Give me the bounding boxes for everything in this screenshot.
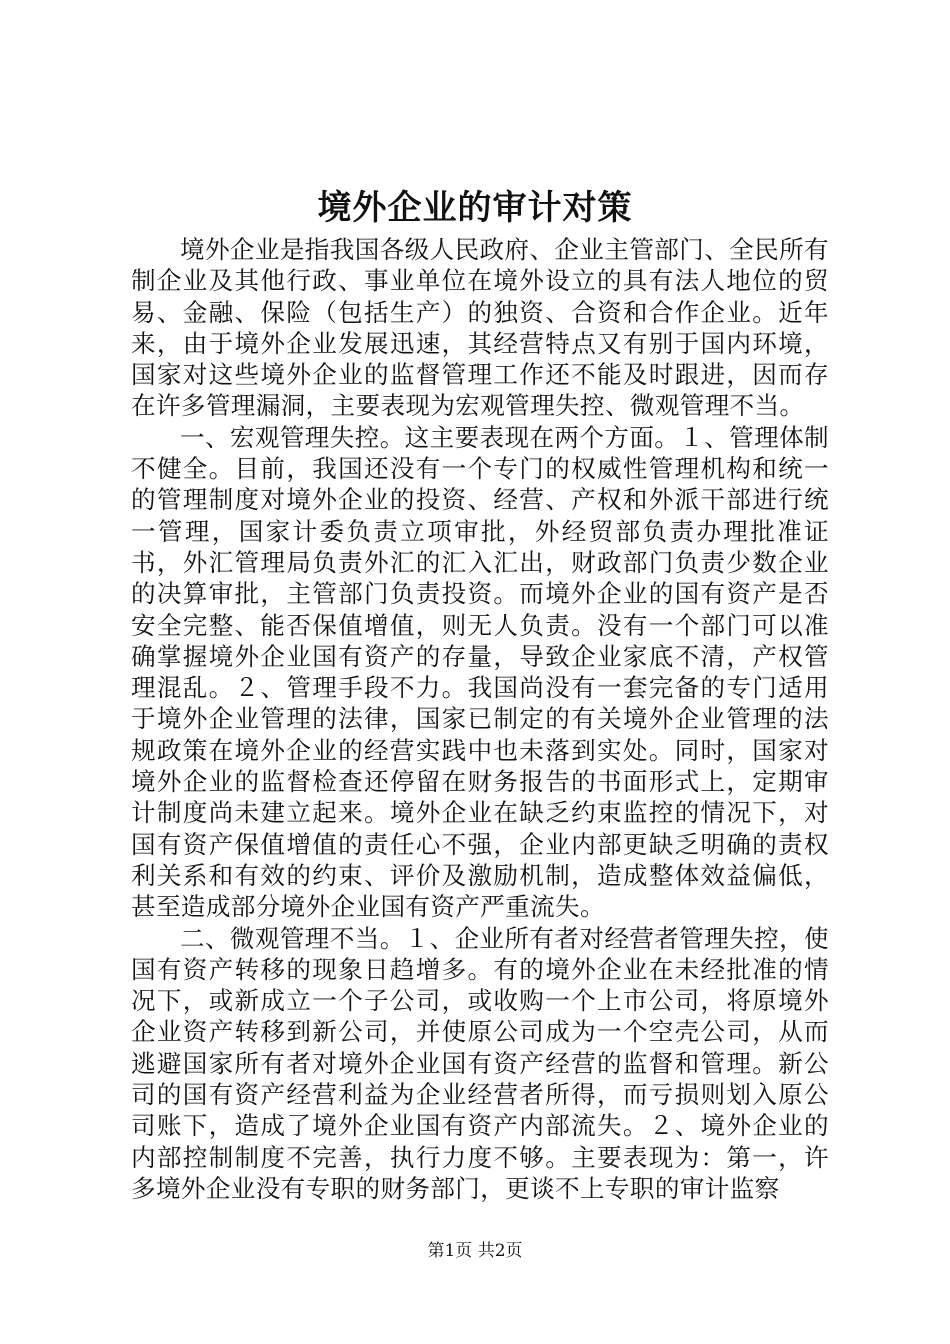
page-footer: 第1页 共2页 — [427, 1241, 523, 1261]
document-body — [131, 234, 829, 1204]
paragraph-micro-management: 二、微观管理不当。１、企业所有者对经营者管理失控，使国有资产转移的现象日趋增多。有的境外企业在未经批准的情况下，或新成立一个子公司，或收购一个上市公司，将原境外企业资产转移到新公司，并使原公司成为一个空壳公司，从而逃避国家所有者对境外企业国有资产经营的监督和管理。新公司的国有资产经营利益为企业经营者所得，而亏损则划入原公司账下，造成了境外企业国有资产内部流失。２、境外企业的内部控制制度不完善，执行力度不够。主要表现为：第一，许多境外企业没有专职的财务部门，更谈不上专职的审计监察 — [131, 923, 829, 1203]
document-title: 境外企业的审计对策 — [317, 188, 633, 228]
paragraph-macro-management: 一、宏观管理失控。这主要表现在两个方面。１、管理体制不健全。目前，我国还没有一个专门的权威性管理机构和统一的管理制度对境外企业的投资、经营、产权和外派干部进行统一管理，国家计委负责立项审批，外经贸部负责办理批准证书，外汇管理局负责外汇的汇入汇出，财政部门负责少数企业的决算审批，主管部门负责投资。而境外企业的国有资产是否安全完整、能否保值增值，则无人负责。没有一个部门可以准确掌握境外企业国有资产的存量，导致企业家底不清，产权管理混乱。２、管理手段不力。我国尚没有一套完备的专门适用于境外企业管理的法律，国家已制定的有关境外企业管理的法规政策在境外企业的经营实践中也未落到实处。同时，国家对境外企业的监督检查还停留在财务报告的书面形式上，定期审计制度尚未建立起来。境外企业在缺乏约束监控的情况下，对国有资产保值增值的责任心不强，企业内部更缺乏明确的责权利关系和有效的约束、评价及激励机制，造成整体效益偏低，甚至造成部分境外企业国有资产严重流失。 — [131, 422, 829, 922]
paragraph-intro: 境外企业是指我国各级人民政府、企业主管部门、全民所有制企业及其他行政、事业单位在境外设立的具有法人地位的贸易、金融、保险（包括生产）的独资、合资和合作企业。近年来，由于境外企业发展迅速，其经营特点又有别于国内环境，国家对这些境外企业的监督管理工作还不能及时跟进，因而存在许多管理漏洞，主要表现为宏观管理失控、微观管理不当。 — [131, 235, 829, 421]
